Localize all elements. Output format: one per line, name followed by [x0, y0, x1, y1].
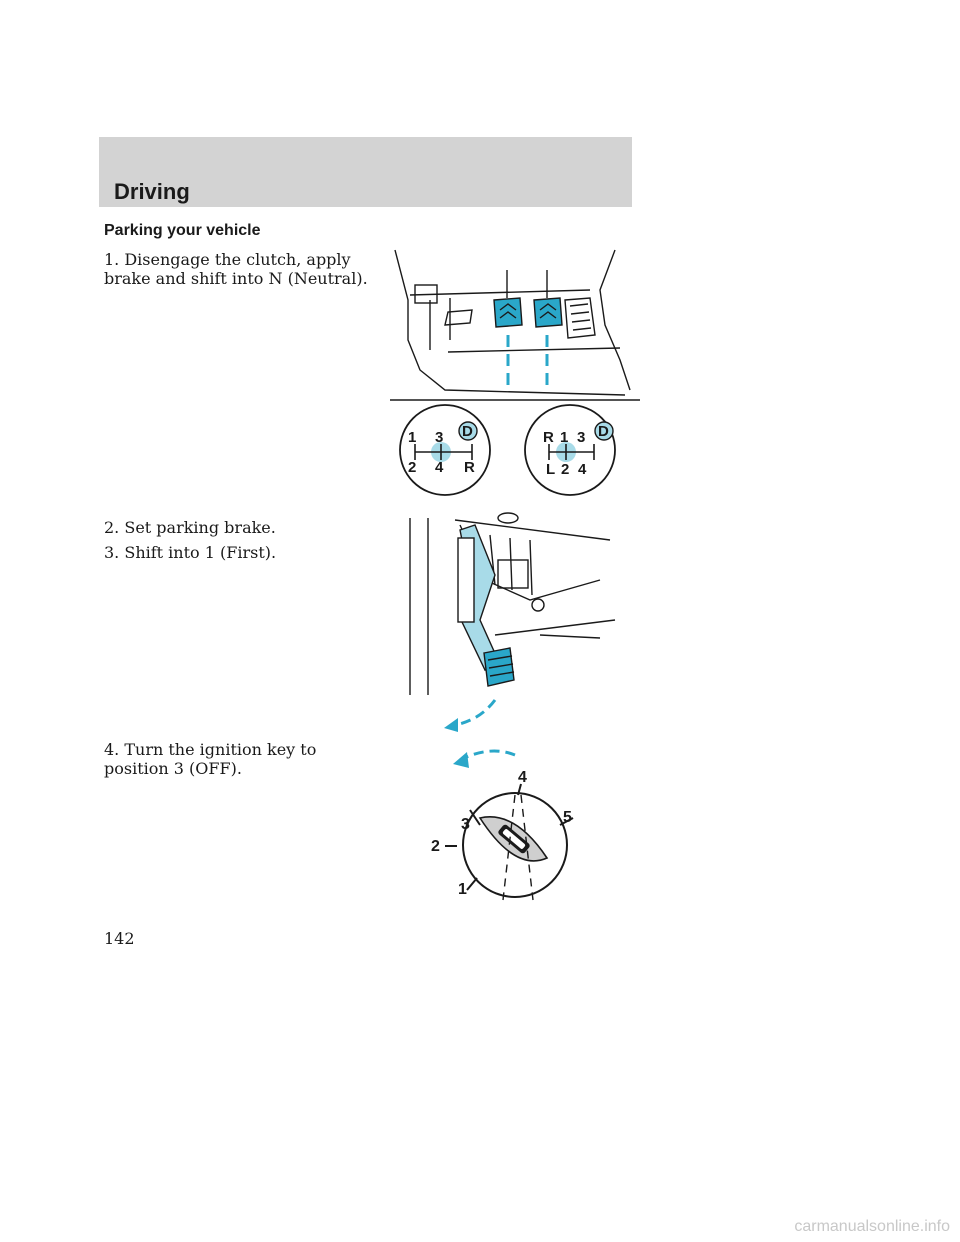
parking-brake-pedal-icon [458, 525, 514, 686]
key-position-5-label: 5 [563, 809, 572, 826]
step-2: 2. Set parking brake. [104, 518, 276, 537]
drive-badge-label: D [598, 423, 609, 440]
step-3: 3. Shift into 1 (First). [104, 543, 277, 562]
gear-label: 1 [560, 429, 569, 446]
pedals-illustration [390, 240, 640, 510]
key-position-3-label: 3 [461, 816, 470, 833]
clutch-pedal-icon [494, 270, 522, 327]
gear-label: 3 [435, 429, 444, 446]
press-arrow-icon [455, 700, 495, 725]
gear-label: 1 [408, 429, 417, 446]
gear-label: 4 [435, 459, 444, 476]
header-title: Driving [114, 179, 190, 204]
parking-brake-illustration [400, 510, 620, 735]
gear-label: 2 [408, 459, 417, 476]
header-band [99, 137, 632, 207]
turn-arrow-icon [460, 751, 515, 760]
gear-label: 2 [561, 461, 570, 478]
gear-label: L [546, 461, 556, 478]
key-position-1-label: 1 [458, 881, 467, 898]
step-4: 4. Turn the ignition key to position 3 (OFF). [104, 740, 317, 778]
footer-watermark: carmanualsonline.info [794, 1218, 950, 1235]
key-position-4-label: 4 [518, 769, 527, 786]
page-number: 142 [104, 929, 135, 948]
section-title: Parking your vehicle [104, 222, 261, 239]
gear-label: 4 [578, 461, 587, 478]
ignition-switch-illustration [415, 740, 615, 910]
gear-label: 3 [577, 429, 586, 446]
gear-label: R [543, 429, 554, 446]
brake-pedal-icon [534, 270, 562, 327]
step-1: 1. Disengage the clutch, apply brake and shift into N (Neutral). [104, 250, 368, 288]
gear-label: R [464, 459, 475, 476]
key-position-2-label: 2 [431, 838, 440, 855]
drive-badge-label: D [462, 423, 473, 440]
